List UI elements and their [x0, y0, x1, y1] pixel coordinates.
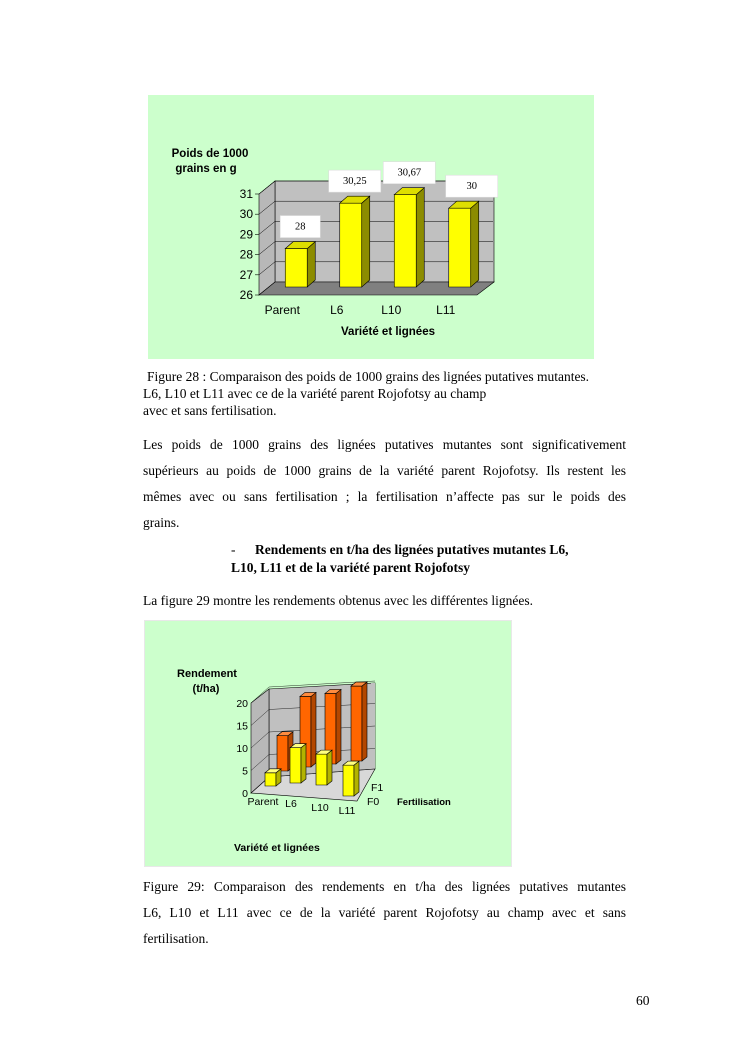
- fig28-bar-side: [471, 201, 479, 287]
- fig29-bar-side: [354, 761, 359, 796]
- fig29-xlabel: Variété et lignées: [234, 842, 320, 854]
- fig28-bar-front: [394, 195, 416, 287]
- fig28-bar-front: [285, 249, 307, 287]
- fig28-bar-side: [307, 242, 315, 287]
- fig29-ylabel-line2: (t/ha): [192, 683, 220, 695]
- fig28-data-label: 30: [466, 181, 477, 193]
- fig29-ytick-label: 5: [242, 765, 248, 778]
- figure-28-caption-line1: Figure 28 : Comparaison des poids de 1000 grains des lignées putatives mutantes.: [147, 369, 590, 384]
- figure-28-caption-line3: avec et sans fertilisation.: [143, 403, 277, 418]
- paragraph-1-line1: Les poids de 1000 grains des lignées putatives mutantes sont significativement: [143, 437, 626, 452]
- fig29-bar-side: [311, 692, 316, 767]
- fig29-series-label-f1: F1: [371, 782, 384, 794]
- fig28-side-wall: [259, 181, 275, 295]
- fig29-xtick-label: L11: [338, 805, 356, 817]
- fig28-ylabel-line2: grains en g: [175, 163, 237, 175]
- fig28-data-label: 30,67: [397, 167, 422, 179]
- paragraph-1-line2: supérieurs au poids de 1000 grains de la variété parent Rojofotsy. Ils restent les: [143, 463, 626, 478]
- fig28-data-label: 28: [295, 221, 306, 233]
- figure-28-svg: [148, 95, 594, 359]
- figure-29-caption-line2: L6, L10 et L11 avec ce de la variété parent Rojofotsy au champ avec et sans: [143, 905, 626, 920]
- section-heading-line2: L10, L11 et de la variété parent Rojofotsy: [231, 560, 470, 575]
- fig29-bar-side: [301, 744, 306, 783]
- fig28-bar-side: [416, 188, 424, 287]
- section-heading-bullet: -: [231, 542, 236, 557]
- figure-28-caption: [143, 368, 653, 419]
- fig28-ytick-label: 26: [239, 288, 253, 302]
- fig29-xtick-label: L10: [311, 802, 329, 814]
- fig29-xtick-label: L6: [285, 798, 297, 810]
- fig28-ytick-label: 27: [239, 267, 253, 282]
- fig29-ylabel-line1: Rendement: [177, 668, 237, 680]
- fig29-bar-side: [362, 682, 367, 761]
- figure-29-chart: [144, 620, 512, 867]
- fig28-xtick-label: L6: [330, 303, 344, 317]
- fig28-data-label: 30,25: [342, 176, 367, 188]
- fig29-ytick-label: 0: [242, 788, 248, 800]
- fig28-bar-side: [362, 196, 370, 287]
- fig28-bar-front: [449, 208, 471, 287]
- fig29-bar-front: [351, 686, 362, 761]
- fig29-bar-side: [336, 689, 341, 764]
- section-heading-line1: Rendements en t/ha des lignées putatives mutantes L6,: [255, 542, 569, 557]
- fig28-xlabel: Variété et lignées: [341, 326, 435, 338]
- figure-29-svg: [145, 621, 511, 866]
- figure-29-caption-line1: Figure 29: Comparaison des rendements en t/ha des lignées putatives mutantes: [143, 879, 626, 894]
- fig29-bar-front: [316, 754, 327, 785]
- fig29-bar-front: [343, 765, 354, 796]
- section-heading: [231, 541, 651, 577]
- fig28-ytick-label: 30: [239, 207, 253, 222]
- figure-29-caption-line3: fertilisation.: [143, 931, 209, 946]
- figure-29-caption: [143, 874, 626, 952]
- fig29-bar-front: [277, 736, 288, 771]
- fig28-xtick-label: L11: [436, 303, 456, 317]
- fig28-xtick-label: L10: [381, 303, 402, 317]
- fig28-ylabel-line1: Poids de 1000: [171, 148, 249, 160]
- fig29-ytick-label: 20: [236, 698, 248, 710]
- paragraph-1: [143, 432, 626, 536]
- paragraph-1-line4: grains.: [143, 515, 180, 530]
- fig29-depth-label: Fertilisation: [397, 797, 451, 808]
- fig29-bar-front: [290, 748, 301, 783]
- fig29-xtick-label: Parent: [247, 796, 279, 808]
- fig29-bar-front: [265, 773, 276, 786]
- figure-28-chart: [148, 95, 594, 359]
- fig28-ytick-label: 31: [239, 187, 253, 201]
- paragraph-1-line3: mêmes avec ou sans fertilisation ; la fertilisation n’affecte pas sur le poids des: [143, 489, 626, 504]
- fig28-ytick-label: 29: [239, 227, 253, 242]
- page-number: 60: [636, 993, 650, 1008]
- fig29-ytick-label: 15: [236, 720, 248, 733]
- fig28-bar-front: [340, 203, 362, 287]
- fig29-ytick-label: 10: [236, 743, 248, 755]
- fig29-bar-side: [327, 750, 332, 785]
- fig29-series-label-f0: F0: [367, 796, 380, 808]
- fig28-ytick-label: 28: [239, 247, 253, 262]
- fig28-xtick-label: Parent: [264, 303, 300, 317]
- paragraph-2: La figure 29 montre les rendements obtenus avec les différentes lignées.: [143, 593, 533, 608]
- figure-28-caption-line2: L6, L10 et L11 avec ce de la variété parent Rojofotsy au champ: [143, 386, 487, 401]
